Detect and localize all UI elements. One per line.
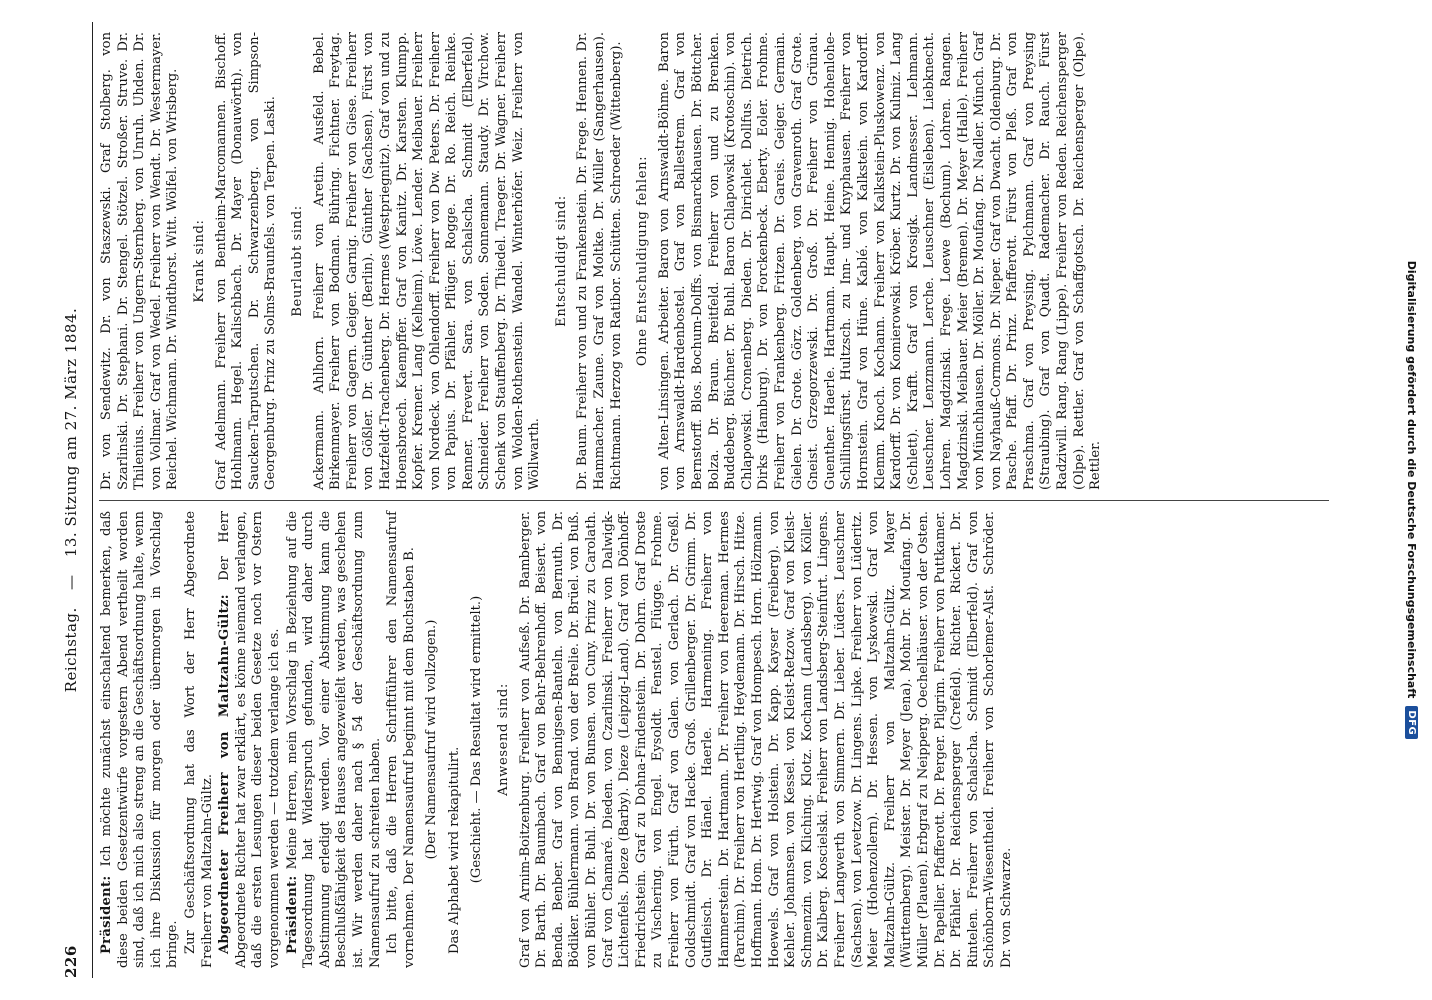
header-rule xyxy=(92,22,93,978)
speaker-name: Abgeordneter Freiherr von Maltzahn-Gültz: xyxy=(217,594,233,954)
running-title-right: 13. Sitzung am 27. März 1884. xyxy=(62,307,80,558)
speaker-name: Präsident: xyxy=(284,875,300,954)
paragraph xyxy=(217,511,283,968)
paragraph xyxy=(447,511,464,968)
paragraph-text: Ich möchte zunächst einschaltend bemerken, daß diese beiden Gesetzentwürfe vorgestern Abend vertheilt worden sind, daß ich mich also streng an die Geschäftsordnung halte, wenn ich ihre Diskussion für morgen oder übermorgen in Vorschlag bringe. xyxy=(99,511,181,968)
paragraph-text: Zur Geschäftsordnung hat das Wort der Herr Abgeordnete Freiherr von Maltzahn-Gültz. xyxy=(182,511,215,968)
running-title-dash: — xyxy=(62,574,80,590)
digitization-stamp xyxy=(1392,0,1432,1000)
scanned-page-area xyxy=(50,0,1346,1000)
name-list: Graf von Arnim-Boitzenburg. Freiherr von Aufseß. Dr. Bamberger. Dr. Barth. Dr. Baumbach. Graf von Behr-Behrenhoff. Beisert. von Benda. Benber. Graf von Bennigsen-Banteln. von Bernuth. Dr. Bödiker. Bühlermann. von Brand. von der Brelie. Dr. Brüel. von Buß. von Bühler. Dr. Buhl. Dr. von Bunsen. von Cuny. Prinz zu Carolath. Graf von Chamaré. Dieden. von Czarlinski. Freiherr von Dalwigk-Lichtenfels. Dieze (Barby). Dieze (Leipzig-Land). Graf von Dönhoff-Friedrichstein. Graf zu Dohna-Findenstein. Dr. Dohrn. Graf Droste zu Vischering. von Engel. Eysoldt. Fenstel. Flügge. Frohme. Freiherr von Fürth. Graf von Galen. von Gerlach. Dr. Greßl. Goldschmidt. Graf von Hacke. Groß. Grillenberger. Dr. Grimm. Dr. Gutfleisch. Dr. Hänel. Haerle. Harmening. Freiherr von Hammerstein. Dr. Hartmann. Dr. Freiherr von Heereman. Hermes (Parchim). Dr. Freiherr von Hertling. Heydemann. Dr. Hirsch. Hitze. Hoffmann. Hom. Dr. Hertwig. Graf von Hompesch. Horn. Hölzmann. Hoewels. Graf von Holstein. Dr. Kapp. Kayser (Freiberg). von Kehler. Johannsen. von Kessel. von Kleist-Retzow. Graf von Kleist-Schmenzin. von Kliching. Klotz. Kochann (Landsberg). von Köller. Dr. Kalberg. Koscielski. Freiherr von Landsberg-Steinfurt. Lingens. Freiherr Langwerth von Simmern. Dr. Lieber. Lüders. Leuschner (Sachsen). von Levetzow. Dr. Lingens. Lipke. Freiherr von Lüderitz. Meier (Hohenzollern). Dr. Hessen. von Lyskowski. Graf von Maltzahn-Gültz. Freiherr von Maltzahn-Gültz. Mayer (Württemberg). Meister. Dr. Meyer (Jena). Mohr. Dr. Moufang. Dr. Müller (Plauen). Erbgraf zu Neipperg. Oechelhäuser. von der Osten. Dr. Papellier. Pfafferott. Dr. Perger. Pilgrim. Freiherr von Puttkamer. Dr. Pfähler. Dr. Reichensperger (Crefeld). Richter. Rickert. Dr. Rintelen. Freiherr von Schalscha. Schmidt (Elberfeld). Graf von Schönborn-Wiesentheid. Freiherr von Schorlemer-Alst. Schröder. Dr. von Schwarze. xyxy=(517,511,1014,968)
section-heading: Krank sind: xyxy=(191,219,207,303)
right-column xyxy=(99,22,1329,500)
running-title xyxy=(62,72,80,928)
paragraph xyxy=(385,511,418,968)
paragraph xyxy=(99,511,182,968)
running-title-left: Reichstag. xyxy=(62,607,80,693)
left-column xyxy=(99,500,1329,978)
paragraph-text: Das Alphabet wird rekapitulirt. xyxy=(446,746,462,954)
running-header xyxy=(62,22,90,978)
section-heading: Beurlaubt sind: xyxy=(289,205,305,317)
stage-direction: (Geschieht. — Das Resultat wird ermittelt.) xyxy=(469,595,485,884)
stamp-text: Digitalisierung gefördert durch die Deutsche Forschungsgemeinschaft xyxy=(1405,260,1419,699)
paragraph-text: Meine Herren, mein Vorschlag in Beziehung auf die Tagesordnung hat Widerspruch gefunden, wird daher durch Abstimmung erledigt werden. Vor einer Abstimmung kann die Beschlußfähigkeit des Hauses angezweifelt werden, was geschehen ist. Wir werden daher nach § 54 der Geschäftsordnung zum Namensaufruf zu schreiten haben. xyxy=(284,511,383,968)
section-heading: Ohne Entschuldigung fehlen: xyxy=(635,155,651,367)
name-list: Ackermann. Ahlhorn. Freiherr von Aretin. Ausfeld. Bebel. Birkenmayer. Freiherr von Bodman. Bühring. Fichtner. Freytag. Freiherr von Gagern. Geiger. Garnig. Freiherr von Giese. Freiherr von Gößler. Dr. Günther (Berlin). Günther (Sachsen). Fürst von Hatzfeldt-Trachenberg. Dr. Hermes (Westpriegnitz). Graf von und zu Hoensbroech. Kaempffer. Graf von Kanitz. Dr. Karsten. Klumpp. Kopfer. Kremer. Lang (Kelheim). Löwe. Lender. Meibauer. Freiherr von Nordeck. von Ohlendorff. Freiherr von Dw. Peters. Dr. Freiherr von Papius. Dr. Pfähler. Pflüger. Rogge. Dr. Ro. Reich. Reinke. Renner. Frevert. Sara. von Schalscha. Schmidt (Elberfeld). Schneider. Freiherr von Soden. Sonnemann. Staudy. Dr. Virchow. Schenk von Stauffenberg. Dr. Thiedel. Traeger. Dr. Wagner. Freiherr von Wolden-Rothenstein. Wandel. Winterhöfer. Weiz. Freiherr von Wöllwarth. xyxy=(311,32,543,490)
name-list: Dr. von Sendewitz. Dr. von Staszewski. Graf Stolberg. von Szarlinski. Dr. Stephani. Dr. Stengel. Stötzel. Stroßer. Struve. Dr. Thilenius. Freiherr von Ungern-Sternberg. von Unruh. Uhden. Dr. von Vollmar. Graf von Wedel. Freiherr von Wendt. Dr. Westermayer. Reichel. Wichmann. Dr. Windthorst. Witt. Wölfel. von Wrisberg. xyxy=(99,32,181,490)
speaker-name: Präsident: xyxy=(99,875,114,954)
text-columns xyxy=(99,22,1329,978)
paragraph xyxy=(183,511,216,968)
document-page xyxy=(50,0,1346,1000)
paragraph-text: Der Herr Abgeordnete Richter hat zwar erklärt, es könne niemand verlangen, daß die ersten Lesungen dieser beiden Gesetze noch vor Ostern vorgenommen werden — trotzdem verlange ich es. xyxy=(217,511,282,968)
dfg-logo: DFG xyxy=(1406,706,1419,739)
name-list: Graf Adelmann. Freiherr von Bentheim-Marcomannen. Bischoff. Hohlmann. Hegel. Kalischbach. Dr. Mayer (Donauwörth). von Saucken-Tarputschen. Dr. Schwarzenberg. von Simpson-Georgenburg. Prinz zu Solms-Braunfels. von Terpen. Laski. xyxy=(213,32,279,490)
stage-direction: (Der Namensaufruf wird vollzogen.) xyxy=(424,619,440,860)
name-list: Dr. Baum. Freiherr von und zu Frankenstein. Dr. Frege. Hennen. Dr. Hammacher. Zaune. Graf von Moltke. Dr. Müller (Sangerhausen). Richtmann. Herzog von Ratibor. Schütten. Schroeder (Wittenberg). xyxy=(575,32,624,490)
section-heading: Entschuldigt sind: xyxy=(553,195,569,327)
page-number: 226 xyxy=(62,945,80,978)
name-list: von Alten-Linsingen. Arbeiter. Baron von Arnswaldt-Böhme. Baron von Arnswaldt-Hardenbostel. Graf von Ballestrem. Graf von Bernstorff. Blos. Bochum-Dolffs. von Bismarckhausen. Dr. Böttcher. Bolza. Dr. Braun. Breitfeld. Freiherr von und zu Brenken. Buddeberg. Büchner. Dr. Buhl. Baron Chlapowski (Krotoschin). von Chlapowski. Cronenberg. Dieden. Dr. Dirichlet. Dollfus. Dietrich. Dirks (Hamburg). Dr. von Forckenbeck. Eberty. Eoler. Frohme. Freiherr von Frankenberg. Fritzen. Dr. Gareis. Geiger. Germain. Gielen. Dr. Grote. Görz. Goldenberg. von Gravenroth. Graf Grote. Gneist. Grzegorzewski. Dr. Groß. Dr. Freiherr von Grünau. Guenther. Haerle. Hartmann. Haupt. Heine. Hennig. Hohenlohe-Schillingsfürst. Hultzsch. zu Inn- und Knyphausen. Freiherr von Hornstein. Graf von Hüne. Kablé. von Kalkstein. von Kardorff. Klemm. Knoch. Kochann. Freiherr von Kalkstein-Pluskowenz. von Kardorff. Dr. von Komierowski. Kröber. Kurtz. Dr. von Kulmiz. Lang (Schlett). Krafft. Graf von Krosigk. Landmesser. Lehmann. Leuschner. Lenzmann. Lerche. Leuschner (Eisleben). Liebknecht. Lohren. Magdzinski. Frege. Loewe (Bochum). Lohren. Rangen. Magdzinski. Meibauer. Meier (Bremen). Dr. Meyer (Halle). Freiherr von Münchhausen. Dr. Möller. Dr. Moufang. Dr. Nadler. Münch. Graf von Nayhauß-Cormons. Dr. Nieper. Graf von Dwacht. Oldenburg. Dr. Pasche. Pfaff. Dr. Prinz. Pfafferott. Fürst von Pleß. Graf von Praschma. Graf von Preysing. Pylchmann. Graf von Preysing (Straubing). Graf von Quadt. Rademacher. Dr. Rauch. Fürst Radziwill. Rang. Rang (Lippe). Freiherr von Reden. Reichensperger (Olpe). Rettler. Graf von Schaffgotsch. Dr. Reichensperger (Olpe). Rettler. xyxy=(656,32,1104,490)
paragraph-text: Ich bitte, daß die Herren Schriftführer den Namensaufruf vornehmen. Der Namensaufruf beginnt mit dem Buchstaben B. xyxy=(385,511,417,968)
section-heading: Anwesend sind: xyxy=(496,683,512,796)
paragraph xyxy=(285,511,385,968)
